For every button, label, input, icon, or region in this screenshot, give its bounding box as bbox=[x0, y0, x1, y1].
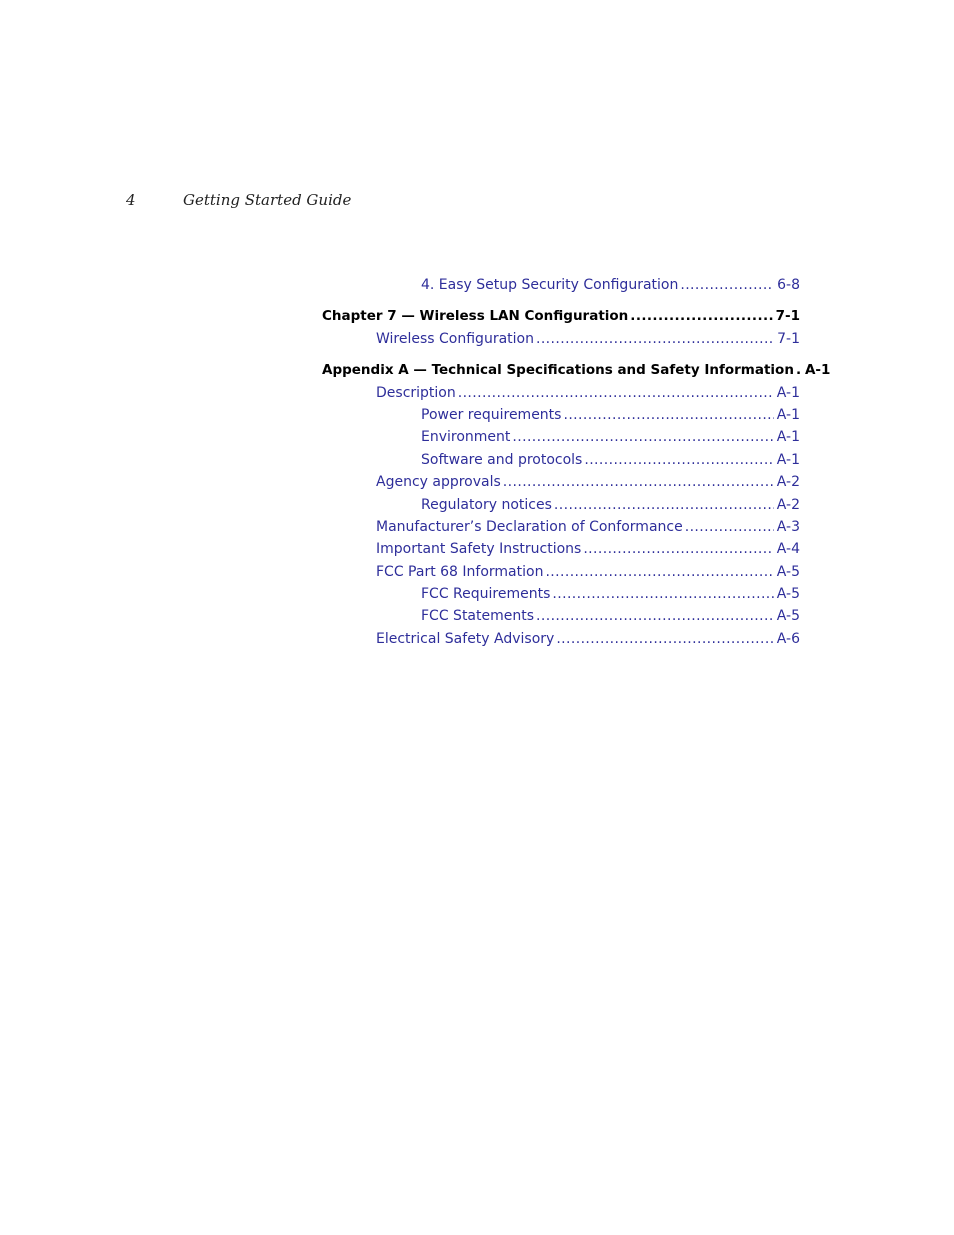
toc-entry[interactable] bbox=[322, 382, 800, 404]
toc-entry-title[interactable]: FCC Requirements bbox=[421, 586, 551, 603]
toc-entry[interactable] bbox=[322, 516, 800, 538]
toc-entry[interactable] bbox=[322, 426, 800, 448]
toc-dot-leader bbox=[583, 538, 773, 560]
toc-entry-title[interactable]: Important Safety Instructions bbox=[376, 541, 582, 558]
toc-dot-leader bbox=[584, 449, 773, 471]
toc-entry-title[interactable]: Regulatory notices bbox=[421, 496, 552, 513]
toc-entry[interactable] bbox=[322, 404, 800, 426]
toc-dot-leader bbox=[680, 274, 774, 296]
toc-entry[interactable] bbox=[322, 561, 800, 583]
toc-entry-page[interactable]: A-1 bbox=[776, 384, 800, 401]
toc-dot-leader bbox=[554, 494, 774, 516]
toc-chapter-title: Chapter 7 — Wireless LAN Configuration bbox=[322, 308, 629, 325]
toc-entry[interactable] bbox=[322, 583, 800, 605]
toc-entry-title[interactable]: Electrical Safety Advisory bbox=[376, 630, 555, 647]
toc-entry-page[interactable]: 6-8 bbox=[777, 277, 800, 293]
toc-entry-page[interactable]: A-1 bbox=[776, 429, 800, 446]
toc-entry[interactable] bbox=[322, 538, 800, 560]
toc-dot-leader bbox=[545, 561, 773, 583]
toc-entry[interactable] bbox=[322, 628, 800, 650]
toc-dot-leader bbox=[796, 359, 802, 381]
toc-entry-title[interactable]: Agency approvals bbox=[376, 474, 501, 491]
table-of-contents bbox=[322, 274, 831, 650]
toc-chapter-page: A-1 bbox=[804, 362, 831, 379]
running-header bbox=[0, 189, 954, 213]
toc-dot-leader bbox=[512, 426, 773, 448]
toc-dot-leader bbox=[685, 516, 774, 538]
toc-entry-page[interactable]: A-3 bbox=[776, 518, 800, 535]
toc-entry-page[interactable]: A-2 bbox=[776, 496, 800, 513]
toc-entry-title[interactable]: Environment bbox=[421, 429, 511, 446]
toc-entry-page[interactable]: A-5 bbox=[776, 563, 800, 580]
toc-entry[interactable] bbox=[322, 449, 800, 471]
toc-entry-title[interactable]: FCC Statements bbox=[421, 608, 535, 625]
toc-entry[interactable] bbox=[322, 274, 800, 296]
toc-entry-title[interactable]: Software and protocols bbox=[421, 451, 583, 468]
toc-dot-leader bbox=[630, 305, 772, 327]
toc-entry[interactable] bbox=[322, 328, 800, 350]
toc-entry-page[interactable]: A-2 bbox=[776, 474, 800, 491]
toc-entry-title[interactable]: 4. Easy Setup Security Configuration bbox=[421, 277, 679, 293]
toc-entry-page[interactable]: A-4 bbox=[776, 541, 800, 558]
document-title: Getting Started Guide bbox=[183, 191, 352, 209]
toc-entry-page[interactable]: A-1 bbox=[776, 451, 800, 468]
toc-entry-title[interactable]: Description bbox=[376, 384, 456, 401]
toc-chapter-heading bbox=[322, 305, 800, 327]
toc-entry-page[interactable]: A-6 bbox=[776, 630, 800, 647]
toc-entry-title[interactable]: FCC Part 68 Information bbox=[376, 563, 544, 580]
toc-entry-page[interactable]: A-5 bbox=[776, 586, 800, 603]
toc-entry-title[interactable]: Manufacturer’s Declaration of Conformance bbox=[376, 518, 683, 535]
toc-entry-title[interactable]: Wireless Configuration bbox=[376, 330, 534, 347]
toc-appendix-heading bbox=[322, 359, 831, 381]
toc-entry[interactable] bbox=[322, 494, 800, 516]
toc-chapter-page: 7-1 bbox=[775, 308, 800, 325]
toc-entry-page[interactable]: A-1 bbox=[776, 406, 800, 423]
toc-dot-leader bbox=[536, 328, 774, 350]
toc-dot-leader bbox=[552, 583, 773, 605]
toc-dot-leader bbox=[536, 605, 774, 627]
toc-dot-leader bbox=[503, 471, 774, 493]
page-number: 4 bbox=[126, 191, 136, 209]
toc-chapter-title: Appendix A — Technical Specifications and Safety Information bbox=[322, 362, 794, 379]
toc-entry[interactable] bbox=[322, 605, 800, 627]
toc-entry[interactable] bbox=[322, 471, 800, 493]
toc-dot-leader bbox=[556, 628, 773, 650]
toc-entry-page[interactable]: A-5 bbox=[776, 608, 800, 625]
toc-dot-leader bbox=[458, 382, 774, 404]
toc-entry-title[interactable]: Power requirements bbox=[421, 406, 562, 423]
toc-entry-page[interactable]: 7-1 bbox=[777, 330, 800, 347]
toc-dot-leader bbox=[563, 404, 773, 426]
